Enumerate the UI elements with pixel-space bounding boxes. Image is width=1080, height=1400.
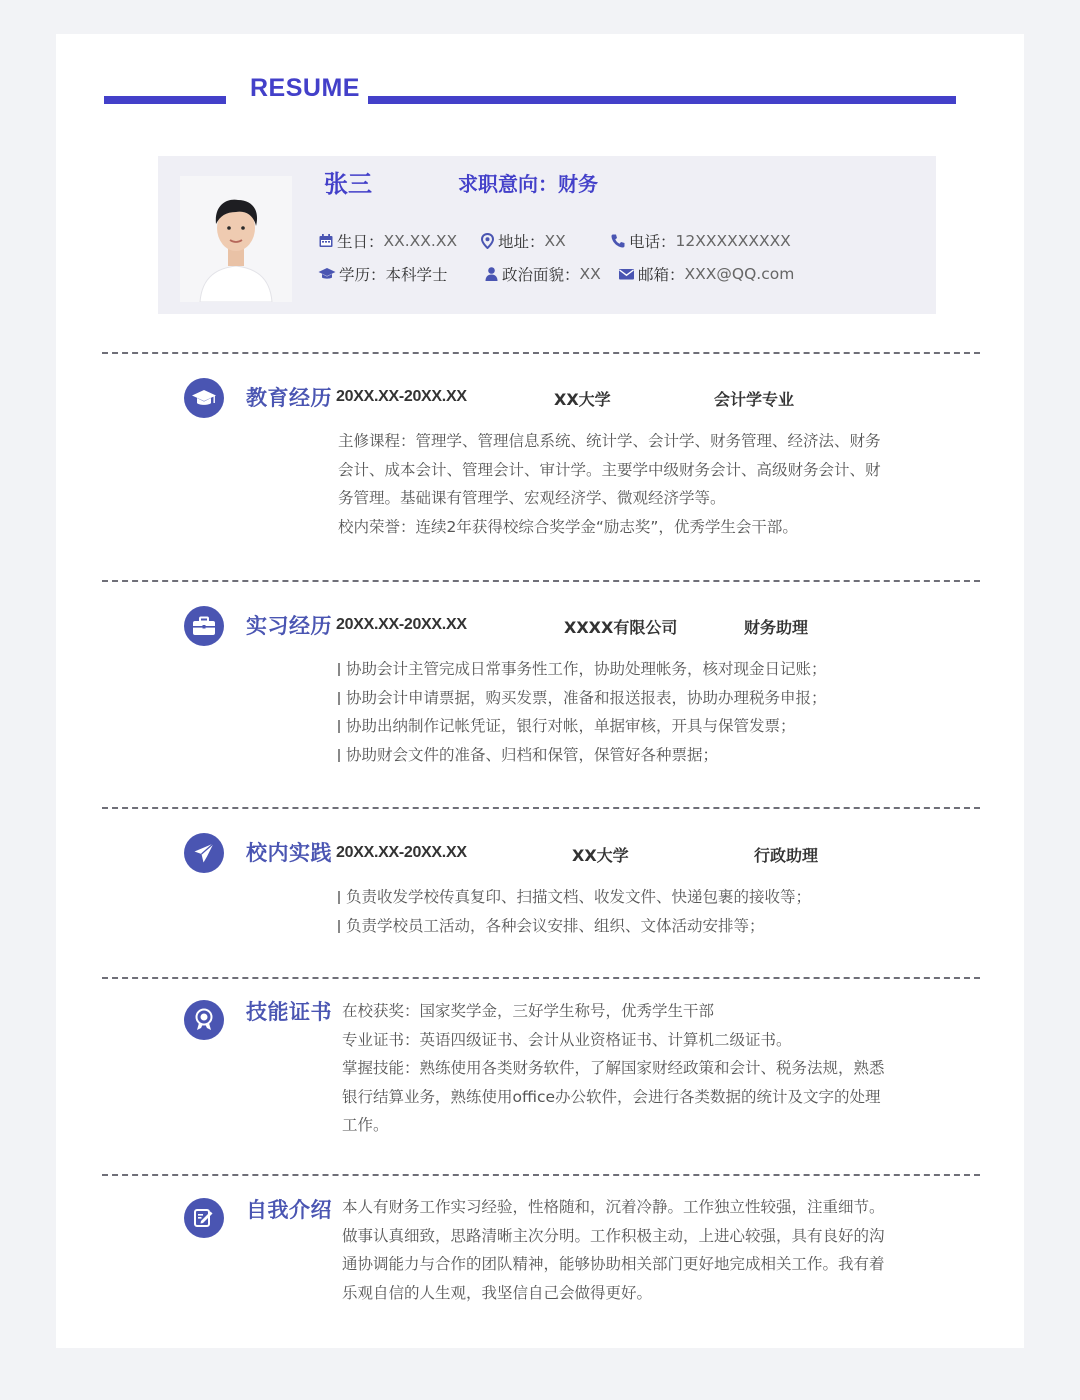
skills-section-title: 技能证书 xyxy=(246,1000,332,1024)
profile-photo xyxy=(180,176,292,302)
skills-line: 掌握技能：熟练使用各类财务软件，了解国家财经政策和会计、税务法规，熟悉 xyxy=(342,1059,885,1078)
political-value: XX xyxy=(579,265,601,283)
internship-date: 20XX.XX-20XX.XX xyxy=(336,616,467,633)
education-value: 本科学士 xyxy=(385,266,448,284)
calendar-icon xyxy=(318,233,334,249)
mortarboard-icon xyxy=(184,378,224,418)
address-label: 地址： xyxy=(498,233,545,251)
mail-icon xyxy=(618,267,635,281)
location-icon xyxy=(480,233,495,249)
skills-line: 银行结算业务，熟练使用office办公软件，会进行各类数据的统计及文字的处理 xyxy=(342,1087,881,1106)
intro-line: 本人有财务工作实习经验，性格随和，沉着冷静。工作独立性较强，注重细节。 xyxy=(342,1198,885,1216)
education-label: 学历： xyxy=(339,266,386,284)
list-item: 协助会计主管完成日常事务性工作，协助处理帐务，核对现金日记账； xyxy=(338,655,948,684)
intro-line: 乐观自信的人生观，我坚信自己会做得更好。 xyxy=(342,1283,653,1302)
intro-section-title: 自我介绍 xyxy=(246,1198,332,1222)
address-value: XX xyxy=(544,232,566,250)
political-label: 政治面貌： xyxy=(502,266,580,284)
list-item: 协助财会文件的准备、归档和保管，保管好各种票据； xyxy=(338,741,948,770)
phone-icon xyxy=(610,233,626,249)
list-item: 协助出纳制作记帐凭证，银行对帐，单据审核，开具与保管发票； xyxy=(338,712,948,741)
education-major: 会计学专业 xyxy=(714,390,795,409)
email-label: 邮箱： xyxy=(638,266,685,284)
skills-line: 在校获奖：国家奖学金，三好学生称号，优秀学生干部 xyxy=(342,1002,715,1020)
intro-details xyxy=(342,1193,952,1307)
candidate-name: 张三 xyxy=(324,170,372,198)
education-school: XX大学 xyxy=(554,390,611,409)
section-divider xyxy=(102,807,980,809)
education-date: 20XX.XX-20XX.XX xyxy=(336,388,467,405)
skills-line: 工作。 xyxy=(342,1116,389,1135)
resume-title: RESUME xyxy=(250,74,360,102)
skills-line: 专业证书：英语四级证书、会计从业资格证书、计算机二级证书。 xyxy=(342,1030,792,1049)
birthday-value: XX.XX.XX xyxy=(383,232,458,250)
section-divider xyxy=(102,352,980,354)
section-divider xyxy=(102,1174,980,1176)
list-item: 负责学校员工活动，各种会议安排、组织、文体活动安排等； xyxy=(338,912,948,941)
intro-line: 通协调能力与合作的团队精神，能够协助相关部门更好地完成相关工作。我有着 xyxy=(342,1255,885,1274)
campus-date: 20XX.XX-20XX.XX xyxy=(336,844,467,861)
internship-section-title: 实习经历 xyxy=(246,614,332,638)
education-field xyxy=(318,263,448,285)
address-field xyxy=(480,230,566,252)
paper-plane-icon xyxy=(184,833,224,873)
email-value: XXX@QQ.com xyxy=(684,265,795,283)
internship-role: 财务助理 xyxy=(744,618,809,637)
education-line: 校内荣誉：连续2年获得校综合奖学金“励志奖”，优秀学生会干部。 xyxy=(338,517,798,536)
person-icon xyxy=(484,266,499,282)
graduation-cap-icon xyxy=(318,266,336,282)
phone-value: 12XXXXXXXXX xyxy=(675,232,791,250)
edit-icon xyxy=(184,1198,224,1238)
campus-section-title: 校内实践 xyxy=(246,841,332,865)
email-field xyxy=(618,263,794,285)
section-divider xyxy=(102,580,980,582)
header-rule-left xyxy=(104,96,226,104)
birthday-field xyxy=(318,230,457,252)
job-intent: 求职意向：财务 xyxy=(458,172,598,196)
header-rule-right xyxy=(368,96,956,104)
campus-duties xyxy=(338,883,948,940)
resume-sheet xyxy=(56,34,1024,1348)
campus-role: 行政助理 xyxy=(754,846,819,865)
internship-company: XXXX有限公司 xyxy=(564,618,678,637)
education-details xyxy=(338,427,948,541)
campus-school: XX大学 xyxy=(572,846,629,865)
education-line: 会计、成本会计、管理会计、审计学。主要学中级财务会计、高级财务会计、财 xyxy=(338,460,881,479)
education-section-title: 教育经历 xyxy=(246,386,332,410)
section-divider xyxy=(102,977,980,979)
education-line: 主修课程：管理学、管理信息系统、统计学、会计学、财务管理、经济法、财务 xyxy=(338,432,881,450)
intro-line: 做事认真细致，思路清晰主次分明。工作积极主动，上进心较强，具有良好的沟 xyxy=(342,1226,885,1245)
list-item: 协助会计申请票据，购买发票，准备和报送报表，协助办理税务申报； xyxy=(338,684,948,713)
skills-details xyxy=(342,997,952,1140)
birthday-label: 生日： xyxy=(337,233,384,251)
internship-duties xyxy=(338,655,948,769)
education-line: 务管理。基础课有管理学、宏观经济学、微观经济学等。 xyxy=(338,489,726,508)
list-item: 负责收发学校传真复印、扫描文档、收发文件、快递包裹的接收等； xyxy=(338,883,948,912)
briefcase-icon xyxy=(184,606,224,646)
phone-label: 电话： xyxy=(629,233,676,251)
phone-field xyxy=(610,230,791,252)
political-field xyxy=(484,263,601,285)
award-icon xyxy=(184,1000,224,1040)
profile-card xyxy=(158,156,936,314)
